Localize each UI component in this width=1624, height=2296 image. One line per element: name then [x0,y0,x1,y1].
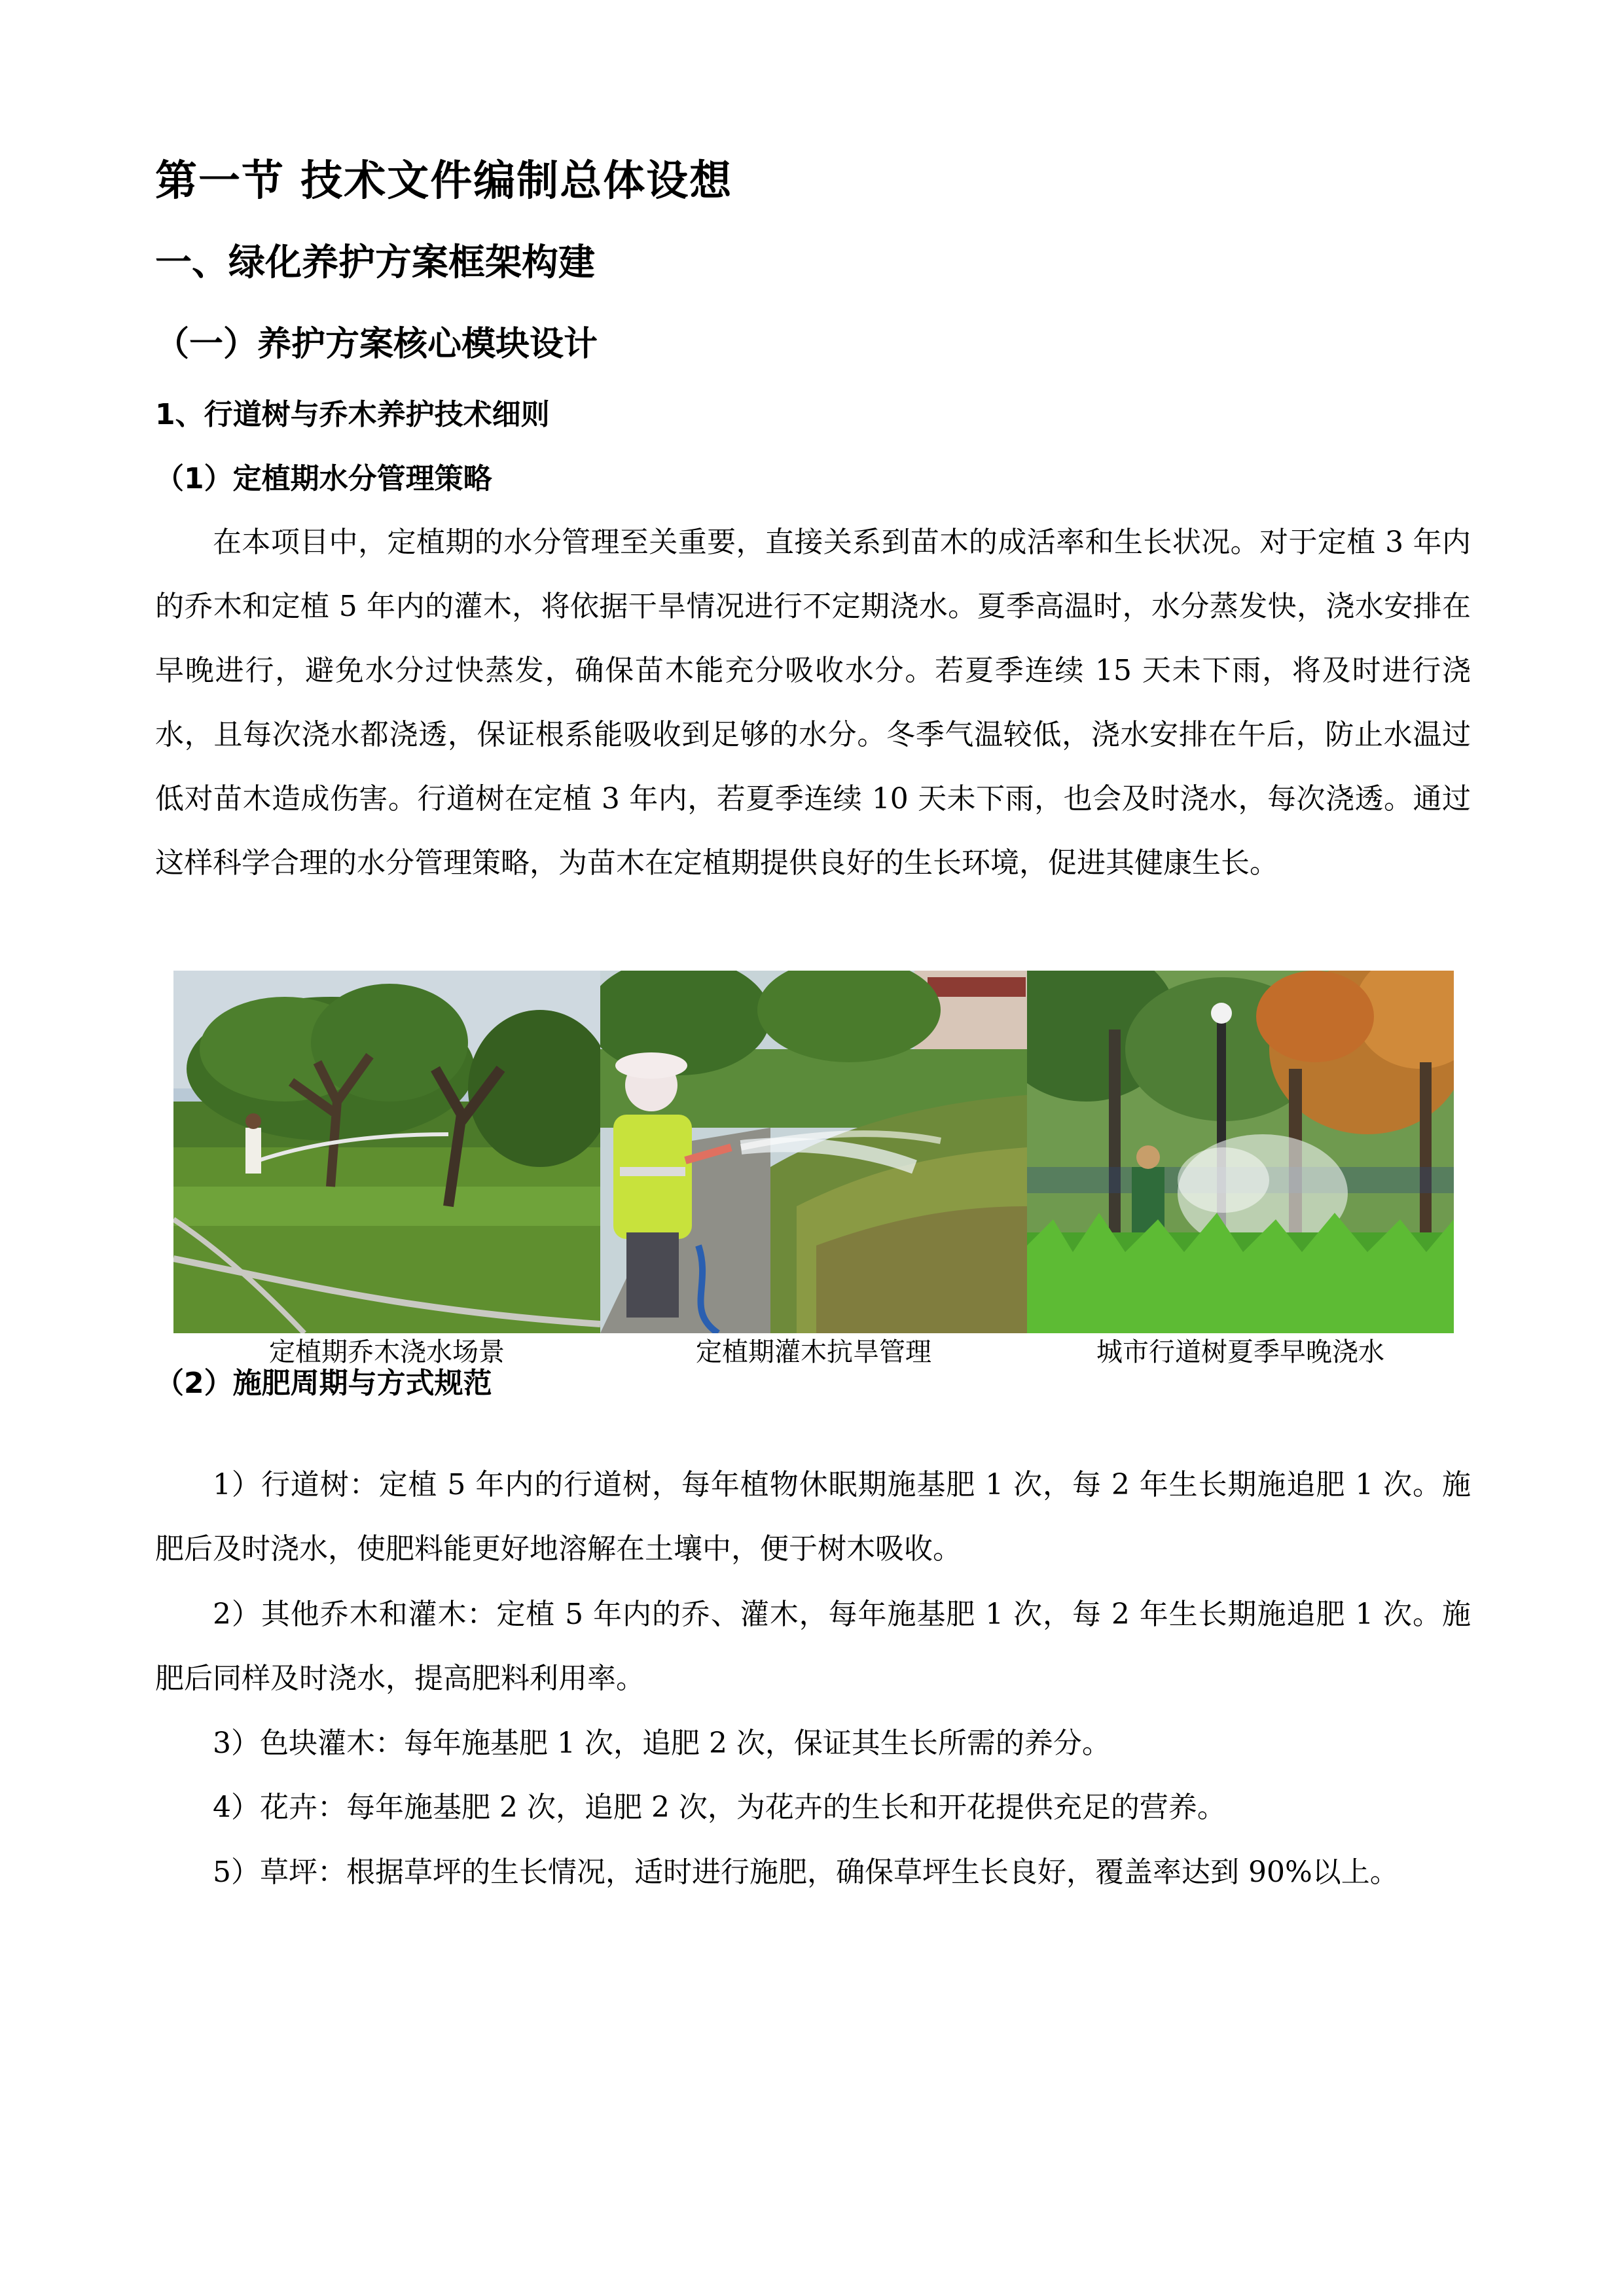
figure-caption-2: 定植期灌木抗旱管理 [696,1337,931,1367]
figure-caption-3: 城市行道树夏季早晚浇水 [1096,1337,1384,1367]
fertilize-item-street-trees: 1）行道树：定植 5 年内的行道树，每年植物休眠期施基肥 1 次，每 2 年生长期施追肥 1 次。施肥后及时浇水，使肥料能更好地溶解在土壤中，便于树木吸收。 [155,1468,1471,1566]
figure-caption-1: 定植期乔木浇水场景 [269,1337,505,1367]
chapter-title: 一、绿化养护方案框架构建 [155,242,595,284]
water-management-paragraph: 在本项目中，定植期的水分管理至关重要，直接关系到苗木的成活率和生长状况。对于定植 3 年内的乔木和定植 5 年内的灌木，将依据干旱情况进行不定期浇水。夏季高温时，水分蒸发快，浇水安排在早晚进行，避免水分过快蒸发，确保苗木能充分吸收水分。若夏季连续 15 天未下雨，将及时进行浇水，且每次浇水都浇透，保证根系能吸收到足够的水分。冬季气温较低，浇水安排在午后，防止水温过低对苗木造成伤害。行道树在定植 3 年内，若夏季连续 10 天未下雨，也会及时浇水，每次浇透。通过这样科学合理的水分管理策略，为苗木在定植期提供良好的生长环境，促进其健康生长。 [155,526,1471,880]
figure-tree-watering [173,971,600,1333]
subsection-title-fertilize: （2）施肥周期与方式规范 [155,1367,492,1400]
subsection-title-water: （1）定植期水分管理策略 [155,462,492,495]
figure-street-tree-sprinkling [1027,971,1454,1333]
fertilize-item-lawn: 5）草坪：根据草坪的生长情况，适时进行施肥，确保草坪生长良好，覆盖率达到 90%以上。 [213,1856,1399,1889]
fertilize-item-flowers: 4）花卉：每年施基肥 2 次，追肥 2 次，为花卉的生长和开花提供充足的营养。 [213,1791,1226,1824]
section-title: 第一节 技术文件编制总体设想 [155,157,733,206]
subchapter-title: （一）养护方案核心模块设计 [155,325,598,364]
figure-shrub-watering [600,971,1027,1333]
fertilize-item-color-shrubs: 3）色块灌木：每年施基肥 1 次，追肥 2 次，保证其生长所需的养分。 [213,1727,1111,1760]
fertilize-item-trees-shrubs: 2）其他乔木和灌木：定植 5 年内的乔、灌木，每年施基肥 1 次，每 2 年生长期施追肥 1 次。施肥后同样及时浇水，提高肥料利用率。 [155,1598,1471,1695]
topic-title: 1、行道树与乔木养护技术细则 [155,398,550,431]
